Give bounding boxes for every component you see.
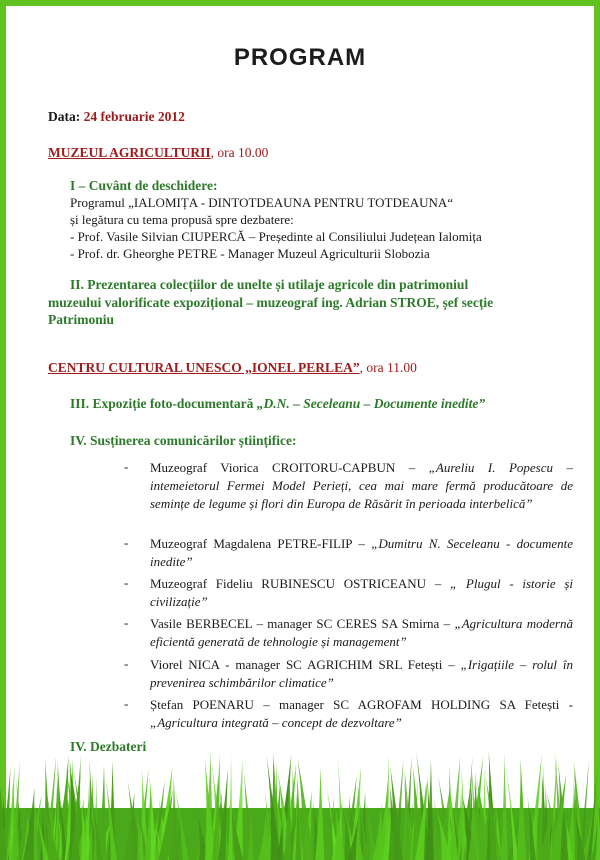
list-item xyxy=(150,615,573,651)
list-dash: - xyxy=(124,615,129,630)
list-dash: - xyxy=(124,696,129,711)
venue-1 xyxy=(48,145,268,161)
list-item-topic: „Aureliu I. Popescu – intemeietorul Fermei Model Perieți, cea mai mare fermă producătoare de semințe de legume și flori din Europa de Răsărit în perioada interbelică” xyxy=(150,460,573,511)
list-item-speaker: Viorel NICA - manager SC AGRICHIM SRL Fetești – xyxy=(150,657,461,672)
section-2-line-3: Patrimoniu xyxy=(48,312,114,327)
section-1-line-2: și legătura cu tema propusă spre dezbatere: xyxy=(70,212,294,227)
section-1-line-3: - Prof. Vasile Silvian CIUPERCĂ – Președinte al Consiliului Județean Ialomița xyxy=(70,229,482,244)
list-item-speaker: Muzeograf Magdalena PETRE-FILIP – xyxy=(150,536,372,551)
section-1-heading: I – Cuvânt de deschidere: xyxy=(70,178,218,193)
page-title: PROGRAM xyxy=(233,44,367,71)
section-4-heading: IV. Susținerea comunicărilor științifice: xyxy=(70,433,297,448)
grass-blade xyxy=(228,754,233,860)
venue-2 xyxy=(48,360,417,376)
list-dash: - xyxy=(124,656,129,671)
list-item-topic: „Agricultura modernă eficientă generată de tehnologie și management” xyxy=(150,616,573,649)
list-item xyxy=(150,575,573,611)
list-item xyxy=(150,459,573,513)
section-5-heading: IV. Dezbateri xyxy=(70,739,147,754)
list-dash: - xyxy=(124,459,129,474)
list-item xyxy=(150,656,573,692)
list-item-speaker: Vasile BERBECEL – manager SC CERES SA Smirna – xyxy=(150,616,455,631)
list-item-topic: „ Plugul - istorie și civilizație” xyxy=(150,576,573,609)
list-item-topic: „Irigațiile – rolul în prevenirea schimbărilor climatice” xyxy=(150,657,573,690)
date-line xyxy=(48,109,185,125)
list-dash: - xyxy=(124,575,129,590)
section-3 xyxy=(70,396,485,412)
section-1-line-1: Programul „IALOMIȚA - DINTOTDEAUNA PENTRU TOTDEAUNA“ xyxy=(70,195,454,210)
section-2-line-2: muzeului valorificate expozițional – muzeograf ing. Adrian STROE, șef secție xyxy=(48,295,494,310)
grass-blade xyxy=(501,753,508,860)
list-item-speaker: Muzeograf Fideliu RUBINESCU OSTRICEANU – xyxy=(150,576,450,591)
section-2-line-1: II. Prezentarea colecțiilor de unelte și utilaje agricole din patrimoniul xyxy=(70,277,469,292)
section-1-line-4: - Prof. dr. Gheorghe PETRE - Manager Muzeul Agriculturii Slobozia xyxy=(70,246,430,261)
list-item-topic: „Dumitru N. Seceleanu - documente inedite” xyxy=(150,536,573,569)
list-item-speaker: Ștefan POENARU – manager SC AGROFAM HOLDING SA Fetești - xyxy=(150,697,573,712)
venue-1-time: , ora 10.00 xyxy=(210,145,269,160)
venue-2-time: , ora 11.00 xyxy=(359,360,417,375)
list-item-speaker: Muzeograf Viorica CROITORU-CAPBUN – xyxy=(150,460,429,475)
grass-decoration xyxy=(0,750,600,860)
list-item-topic: „Agricultura integrată – concept de dezvoltare” xyxy=(150,715,402,730)
date-label: Data: xyxy=(48,109,81,124)
venue-2-name: CENTRU CULTURAL UNESCO „IONEL PERLEA” xyxy=(48,360,360,375)
section-3-prefix: III. Expoziție foto-documentară xyxy=(70,396,257,411)
list-item xyxy=(150,535,573,571)
section-3-title: „D.N. – Seceleanu – Documente inedite” xyxy=(256,396,486,411)
date-value: 24 februarie 2012 xyxy=(83,109,185,124)
venue-1-name: MUZEUL AGRICULTURII xyxy=(48,145,211,160)
list-dash: - xyxy=(124,535,129,550)
list-item xyxy=(150,696,573,732)
